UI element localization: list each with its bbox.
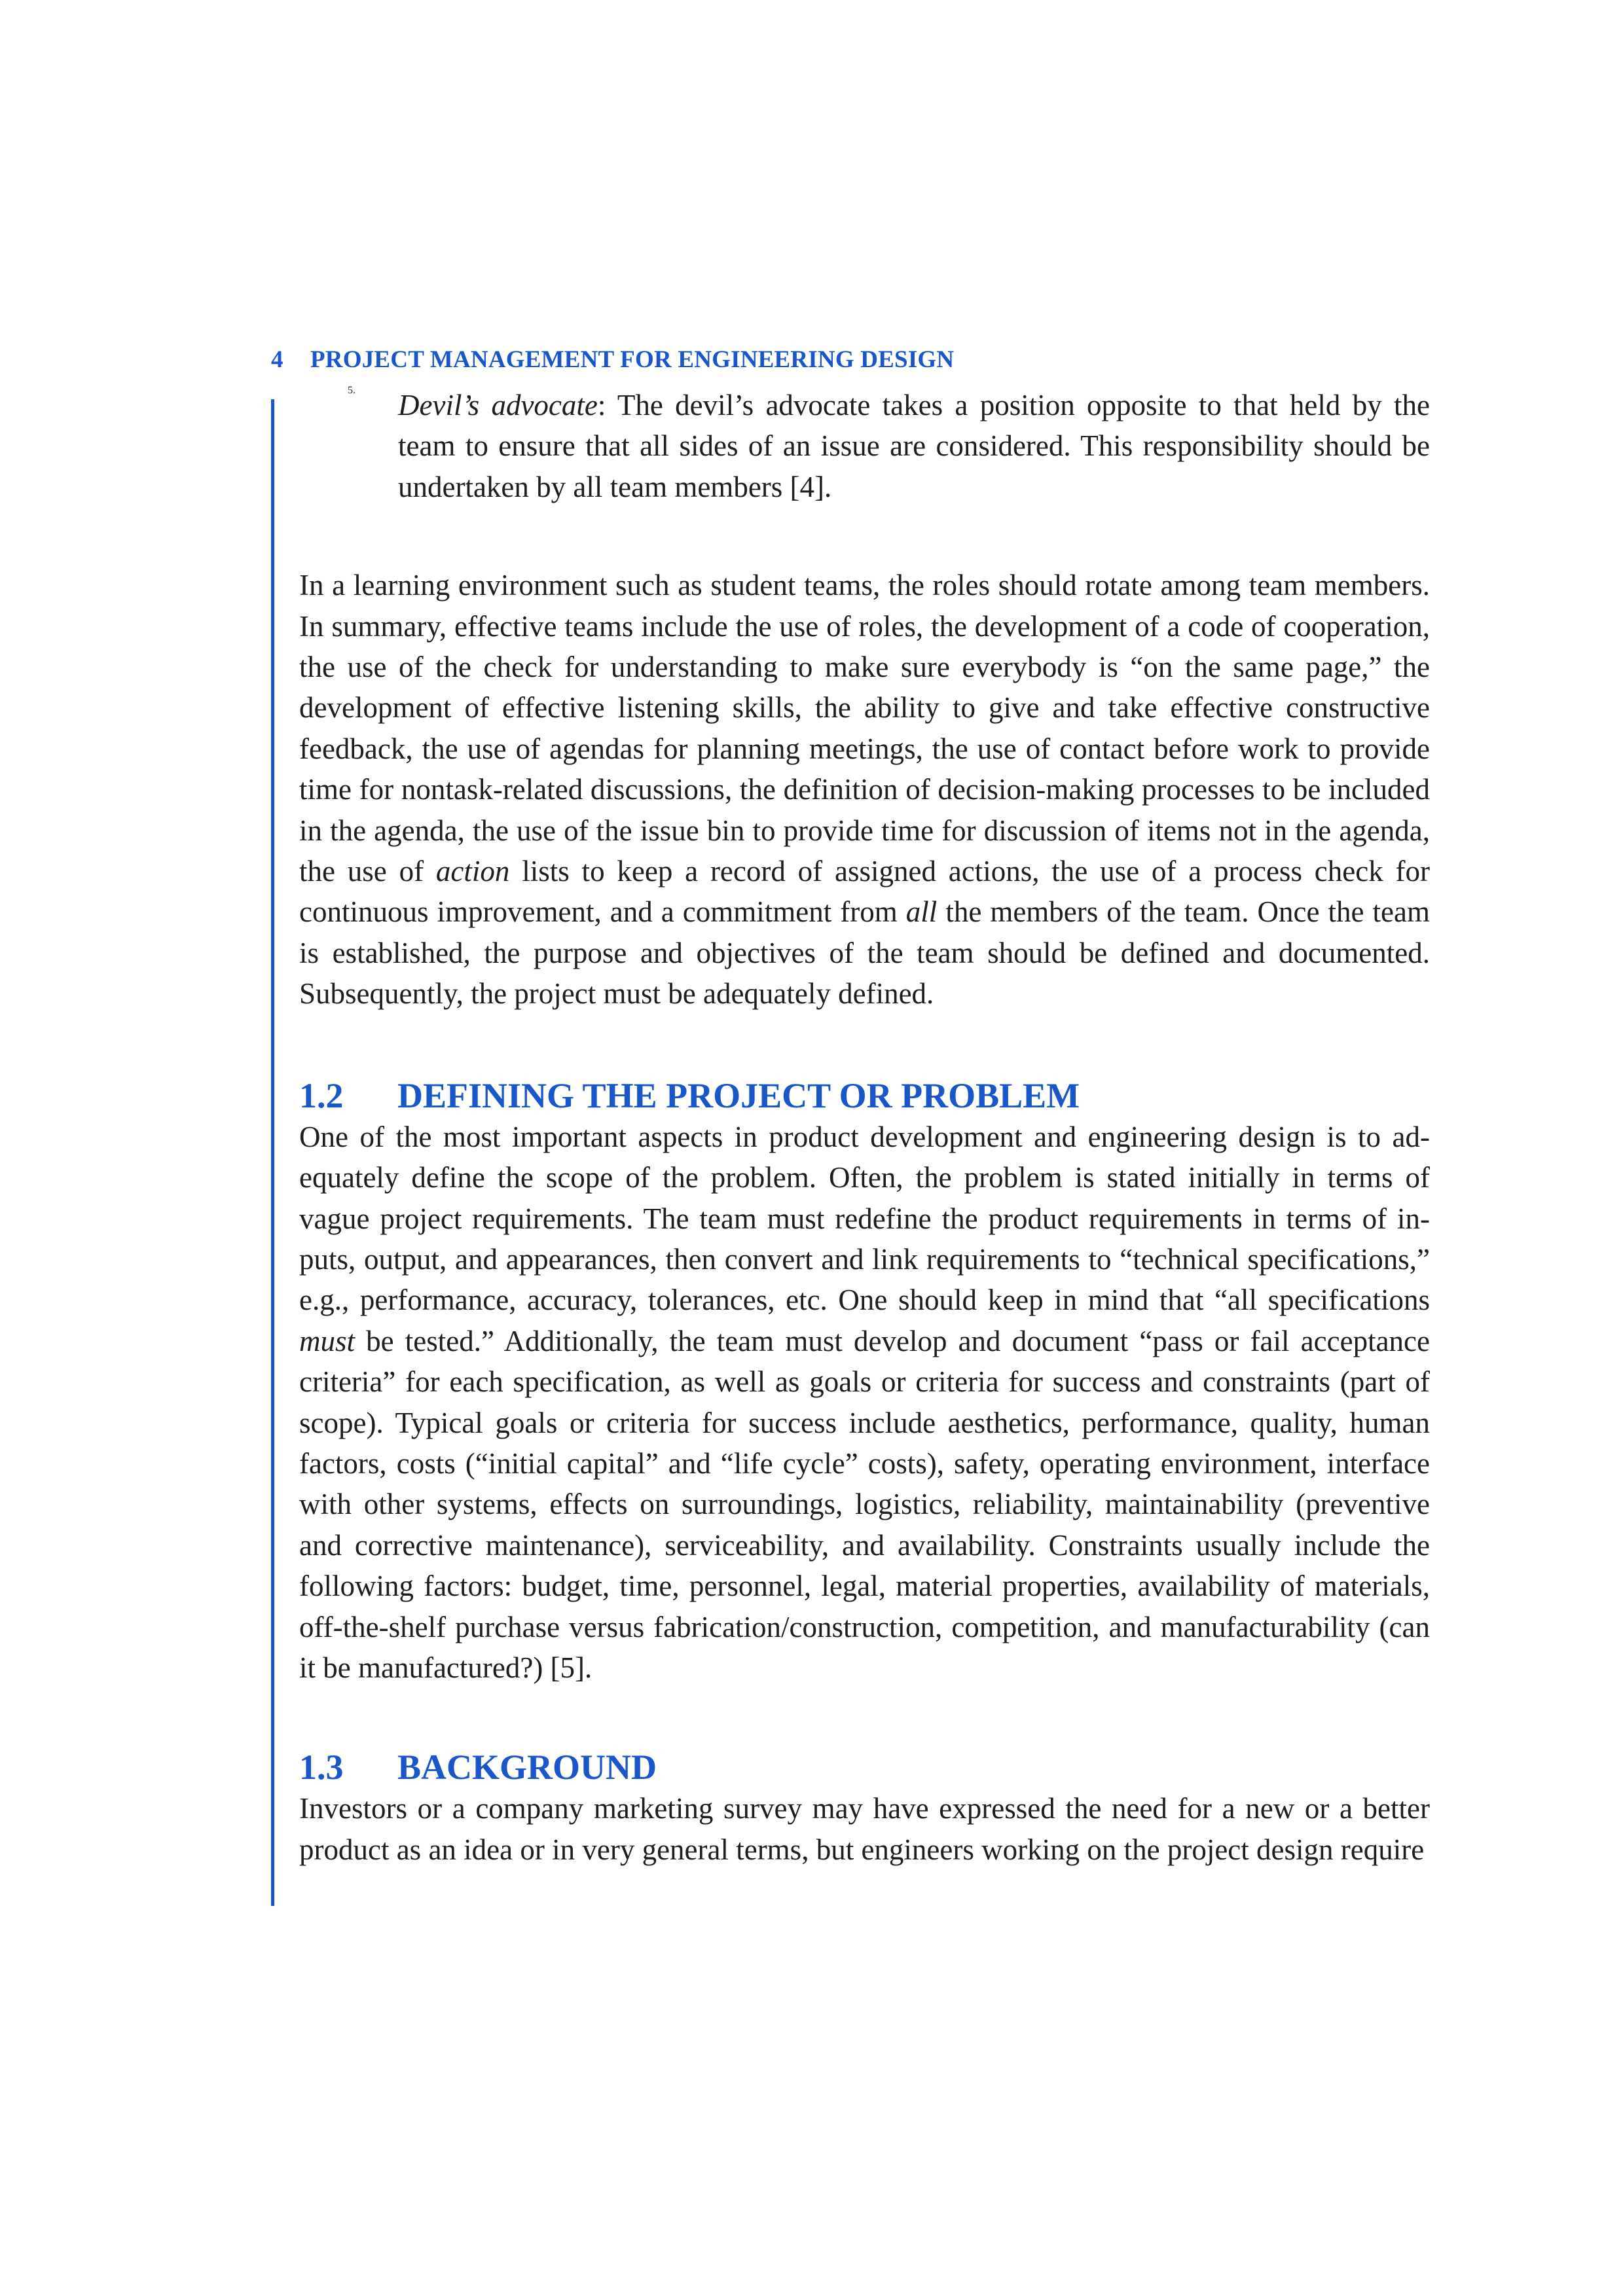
section-title: DEFINING THE PROJECT OR PROBLEM <box>397 1075 1080 1115</box>
list-item-text <box>398 385 1430 507</box>
paragraph-background <box>299 1788 1430 1870</box>
section-title: BACKGROUND <box>397 1748 657 1787</box>
page-number: 4 <box>271 346 283 373</box>
list-item-term: Devil’s advocate <box>398 389 598 422</box>
paragraph-text: In a learning environment such as student teams, the roles should rotate among team members. In summary, effective teams include the use of roles, the development of a code of cooperation, the use of the check for understanding to make sure everybody is “on the same page,” the development of effective listening skills, the ability to give and take effective constructive feedback, the use of agendas for planning meetings, the use of contact before work to provide time for nontask-related discussions, the definition of decision-making processes to be included in the agenda, the use of the issue bin to provide time for discussion of items not in the agenda, the use of <box>299 569 1430 888</box>
running-title: PROJECT MANAGEMENT FOR ENGINEERING DESIGN <box>310 346 955 373</box>
paragraph-text: One of the most important aspects in product development and engineering design is to adequately define the scope of the problem. Often, the problem is stated initially in terms of vague project requirements. The team must redefine the product requirements in terms of inputs, output, and appearances, then convert and link requirements to “technical specifications,” e.g., performance, accuracy, tolerances, etc. One should keep in mind that “all specifications <box>299 1120 1430 1317</box>
section-heading-1-2 <box>299 1075 1430 1117</box>
paragraph-text: lists to keep a record of assigned actions, the use of a process check for continuous improvement, and a commitment from <box>299 855 1430 929</box>
list-item-body: : The devil’s advocate takes a position opposite to that held by the team to ensure that all sides of an issue are considered. This responsibility should be undertaken by all team members [4]. <box>398 389 1430 503</box>
running-header <box>271 346 1450 374</box>
paragraph-summary <box>299 565 1430 1014</box>
section-heading-1-3 <box>299 1746 1430 1788</box>
section-number: 1.3 <box>299 1748 344 1787</box>
paragraph-text: be tested.” Additionally, the team must develop and document “pass or fail acceptance criteria” for each specification, as well as goals or criteria for success and constraints (part of scope). Typical goals or criteria for success include aesthetics, performance, quality, human factors, costs (“initial capital” and “life cycle” costs), safety, operating environment, interface with other systems, effects on surroundings, logistics, reliability, maintainability (preventive and corrective maintenance), serviceability, and availability. Constraints usually include the following factors: budget, time, personnel, legal, material properties, availability of materials, off-the-shelf purchase versus fabrication/construction, competition, and manufacturability (can it be manufactured?) [5]. <box>299 1324 1430 1684</box>
section-number: 1.2 <box>299 1075 344 1115</box>
paragraph-text: the members of the team. Once the team is established, the purpose and objectives of the team should be defined and documented. Subsequently, the project must be adequately defined. <box>299 895 1430 1011</box>
emphasis-action: action <box>435 855 510 888</box>
list-item <box>299 385 1430 507</box>
page-body <box>299 385 1430 1870</box>
margin-rule <box>271 399 274 1906</box>
paragraph-text: Investors or a company marketing survey may have expressed the need for a new or a better product as an idea or in very general terms, but engineers working on the project design require <box>299 1792 1430 1866</box>
list-item-number: 5. <box>348 385 356 396</box>
emphasis-must: must <box>299 1324 356 1357</box>
emphasis-all: all <box>905 895 938 929</box>
paragraph-defining <box>299 1117 1430 1689</box>
